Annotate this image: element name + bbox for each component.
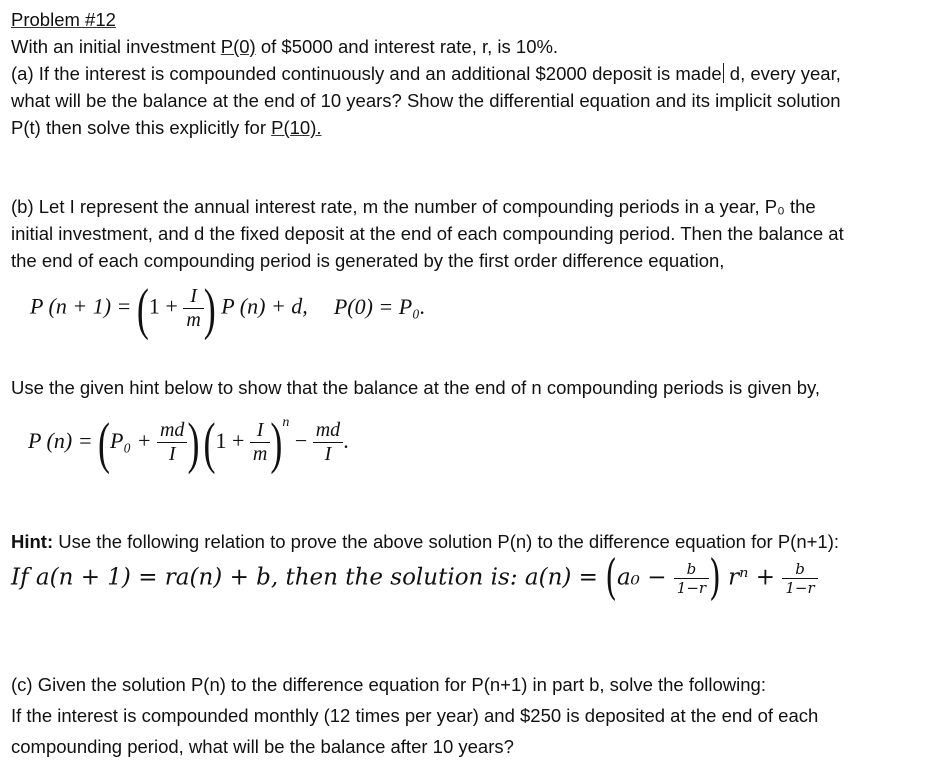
part-a-line-3-pre: P(t) then solve this explicitly for (11, 117, 272, 138)
part-c-line-1: (c) Given the solution P(n) to the difference equation for P(n+1) in part b, solve the following: (11, 674, 766, 695)
eq2-den2: m (252, 443, 268, 466)
eq2-num3: md (313, 419, 343, 443)
text-cursor (723, 63, 724, 83)
eq2-den1: I (168, 443, 176, 466)
part-c-line-3: compounding period, what will be the balance after 10 years? (11, 736, 514, 757)
eq1-fraction (183, 285, 203, 332)
intro-p0: P(0) (220, 36, 256, 57)
eq2-minus: − (289, 428, 313, 453)
eq1-init: P(0) = P₀. (333, 293, 426, 319)
part-a-line-1 (11, 62, 841, 86)
eq1-paren-open: ( (136, 276, 149, 341)
eq2-den3: I (324, 443, 332, 466)
hint-math-pre: If a(n + 1) = ra(n) + b, then the solution is: a(n) = (11, 564, 606, 591)
problem-title: Problem #12 (11, 9, 116, 30)
intro-pre: With an initial investment (11, 36, 221, 57)
eq2-paren-close-2: ) (270, 410, 283, 475)
part-a-line-2: what will be the balance at the end of 10 years? Show the differential equation and its implicit solution (11, 90, 841, 111)
part-b-line-4: Use the given hint below to show that the balance at the end of n compounding periods is given by, (11, 377, 821, 398)
hint-num-2: b (782, 560, 817, 579)
hint-text: Use the following relation to prove the above solution P(n) to the difference equation for P(n+1): (53, 531, 839, 552)
eq2-p0: P₀ + (110, 428, 157, 453)
hint-fraction-2 (782, 560, 817, 597)
hint-den-1: 1−r (676, 579, 707, 597)
eq1-one: 1 + (148, 293, 184, 319)
hint-formula (11, 550, 818, 607)
eq2-fraction-3 (313, 419, 343, 466)
part-a-line-1-post: d, every year, (724, 63, 841, 84)
eq2-paren-close-1: ) (187, 410, 200, 475)
eq2-one: 1 + (215, 428, 250, 453)
eq1-rest: P (n) + d, (215, 293, 308, 319)
eq2-dot: . (343, 428, 349, 453)
eq1-num: I (183, 285, 203, 309)
hint-paren-open: ( (605, 550, 617, 607)
intro-post: of $5000 and interest rate, r, is 10%. (255, 36, 559, 57)
part-a-line-1-pre: (a) If the interest is compounded continuously and an additional $2000 deposit is made (11, 63, 722, 84)
eq2-fraction-2 (250, 419, 270, 466)
hint-paren-close: ) (709, 550, 721, 607)
hint-den-2: 1−r (785, 579, 815, 597)
part-a-p10: P(10). (271, 117, 322, 138)
eq2-paren-open-2: ( (203, 410, 216, 475)
eq1-den: m (186, 309, 201, 331)
eq2-lhs: P (n) = (28, 428, 99, 453)
part-b-line-1: (b) Let I represent the annual interest rate, m the number of compounding periods in a year, P₀ the (11, 196, 816, 217)
difference-equation (30, 276, 426, 341)
hint-label: Hint: (11, 531, 54, 552)
part-b-line-2: initial investment, and d the fixed deposit at the end of each compounding period. Then the balance at (11, 223, 844, 244)
eq1-lhs: P (n + 1) = (30, 293, 137, 319)
intro-line (11, 35, 558, 59)
eq2-fraction-1 (157, 419, 187, 466)
hint-a0: a₀ − (616, 564, 674, 591)
hint-fraction-1 (674, 560, 709, 597)
hint-rn: rⁿ + (720, 564, 783, 591)
part-b-line-3: the end of each compounding period is generated by the first order difference equation, (11, 250, 725, 271)
part-c-line-2: If the interest is compounded monthly (12 times per year) and $250 is deposited at the end of each (11, 705, 819, 726)
eq2-num2: I (250, 419, 270, 443)
eq2-num1: md (157, 419, 187, 443)
closed-form-solution (28, 410, 349, 475)
eq2-paren-open-1: ( (98, 410, 111, 475)
part-a-line-3 (11, 116, 322, 140)
eq2-exp: n (282, 415, 290, 430)
hint-num-1: b (674, 560, 709, 579)
eq1-paren-close: ) (203, 276, 216, 341)
